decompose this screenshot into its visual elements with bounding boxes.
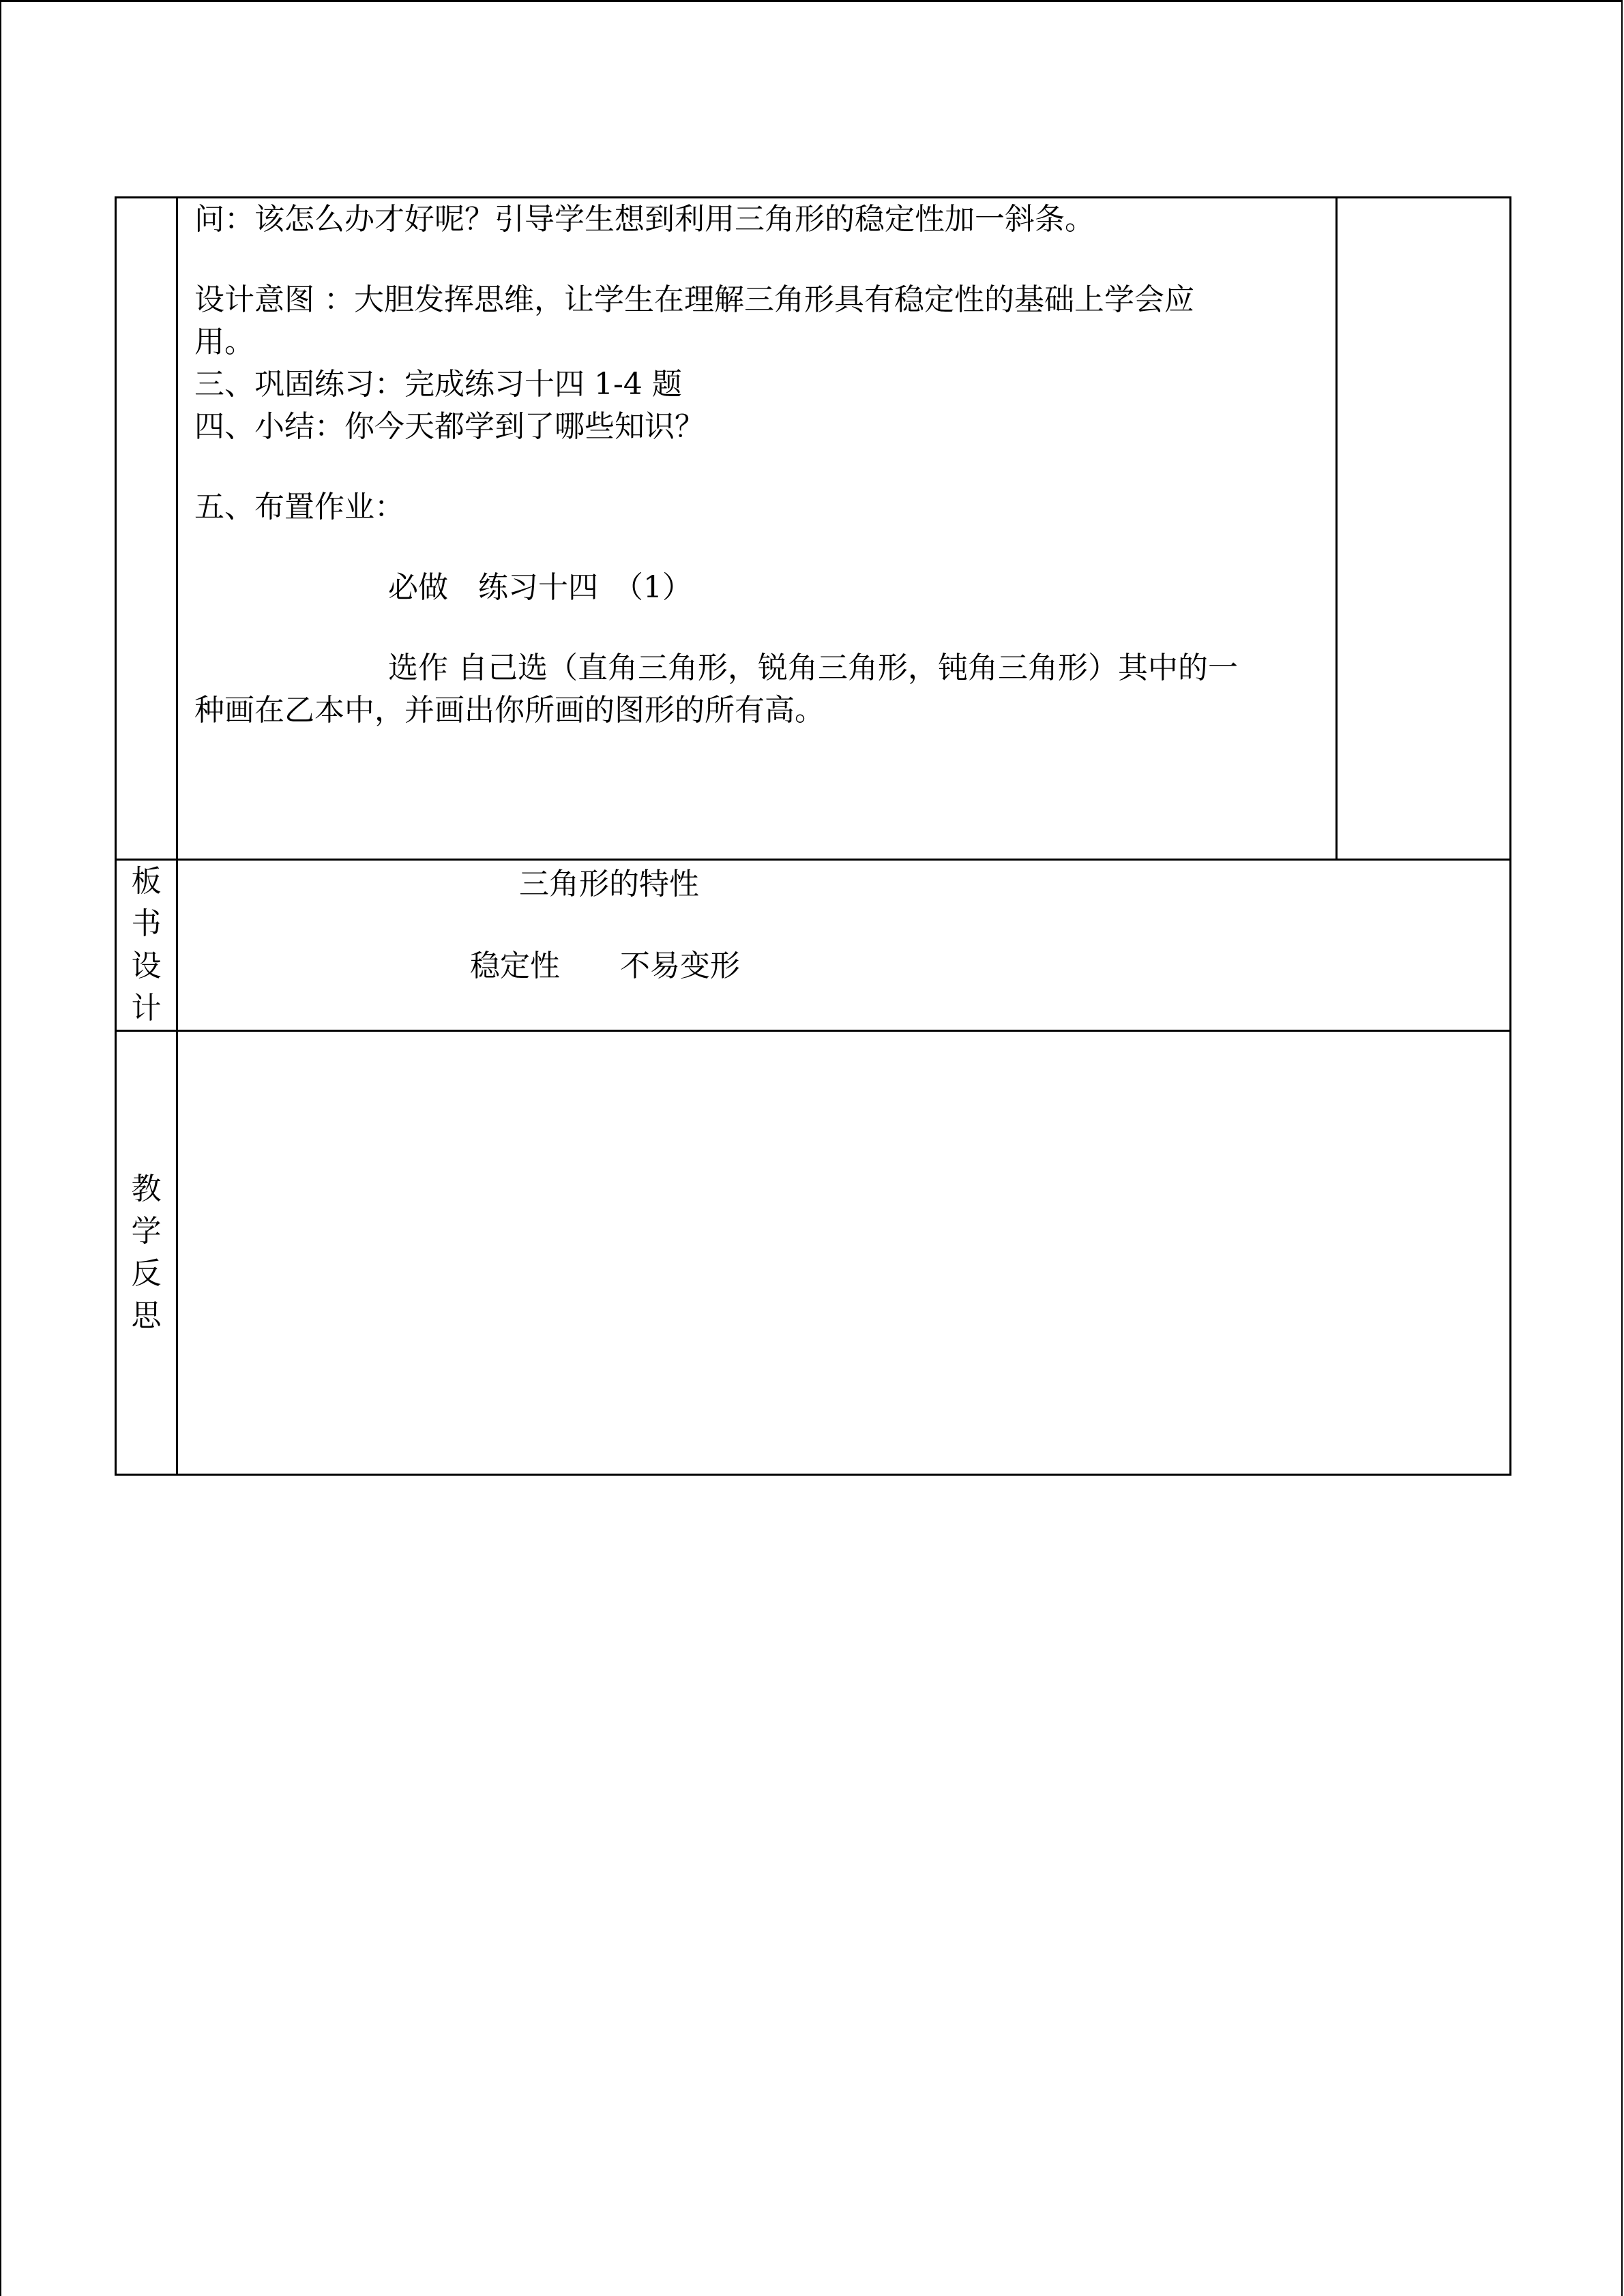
homework-optional: 选作 自己选（直角三角形，锐角三角形，钝角三角形）其中的一 — [388, 651, 1238, 685]
notes-cell — [1337, 198, 1511, 860]
board-title: 三角形的特性 — [519, 867, 699, 901]
design-intent-line-cont: 用。 — [194, 325, 254, 359]
lesson-plan-table — [115, 196, 1511, 1476]
teaching-process-row — [116, 198, 1511, 860]
process-label-cell — [116, 198, 177, 860]
reflection-label: 教 学 反 思 — [116, 1031, 177, 1475]
homework-optional-cont: 种画在乙本中，并画出你所画的图形的所有高。 — [194, 693, 825, 728]
summary-line: 四、小结：你今天都学到了哪些知识？ — [194, 409, 705, 444]
board-design-row — [116, 860, 1511, 1031]
question-line: 问：该怎么办才好呢？引导学生想到利用三角形的稳定性加一斜条。 — [194, 202, 1095, 237]
board-design-content — [177, 860, 1511, 1031]
homework-heading: 五、布置作业： — [194, 490, 404, 524]
reflection-row — [116, 1031, 1511, 1475]
design-intent-line: 设计意图 ：大胆发挥思维，让学生在理解三角形具有稳定性的基础上学会应 — [194, 282, 1194, 317]
process-content-cell — [177, 198, 1337, 860]
board-subline: 稳定性 不易变形 — [470, 949, 740, 983]
practice-line: 三、巩固练习：完成练习十四 1-4 题 — [194, 367, 682, 402]
reflection-content — [177, 1031, 1511, 1475]
homework-required: 必做 练习十四 （1） — [388, 570, 692, 605]
board-design-label: 板 书 设 计 — [116, 860, 177, 1031]
